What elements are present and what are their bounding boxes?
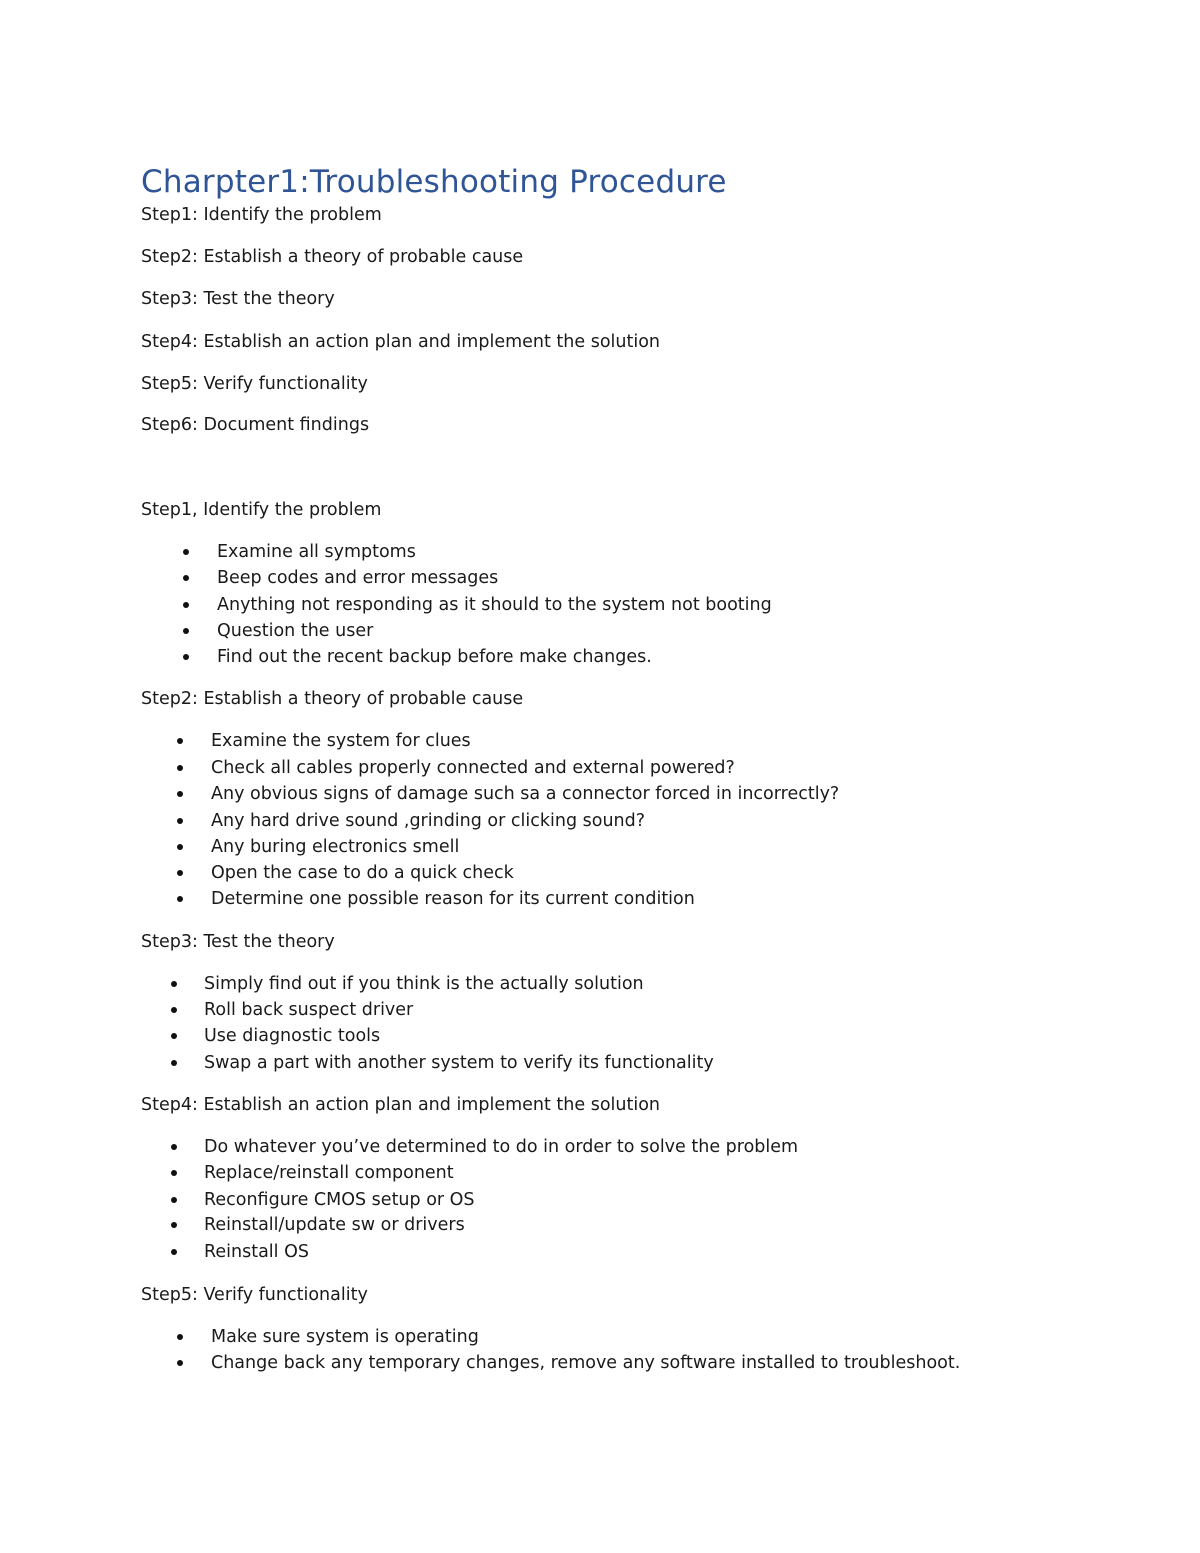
bullet-icon [177,1360,183,1366]
bullet-icon [177,791,183,797]
bullet-icon [171,1222,177,1228]
list-item: Reconfigure CMOS setup or OS [204,1190,475,1210]
summary-step: Step5: Verify functionality [141,374,368,394]
section-heading: Step3: Test the theory [141,932,335,952]
summary-step: Step6: Document findings [141,415,370,435]
list-item: Simply find out if you think is the actually solution [204,974,644,994]
list-item: Roll back suspect driver [204,1000,414,1020]
section-heading: Step2: Establish a theory of probable cause [141,689,524,709]
list-item: Do whatever you’ve determined to do in order to solve the problem [204,1137,799,1157]
bullet-icon [171,1197,177,1203]
bullet-icon [177,896,183,902]
list-item: Question the user [217,621,374,641]
summary-step: Step3: Test the theory [141,289,335,309]
bullet-icon [171,1033,177,1039]
bullet-icon [177,1334,183,1340]
bullet-icon [171,981,177,987]
list-item: Reinstall OS [204,1242,309,1262]
section-heading: Step4: Establish an action plan and implement the solution [141,1095,661,1115]
bullet-icon [183,549,189,555]
summary-step: Step2: Establish a theory of probable cause [141,247,524,267]
bullet-icon [183,628,189,634]
bullet-icon [177,818,183,824]
page-title: Charpter1:Troubleshooting Procedure [141,164,727,200]
bullet-icon [171,1060,177,1066]
list-item: Find out the recent backup before make changes. [217,647,652,667]
list-item: Anything not responding as it should to the system not booting [217,595,772,615]
bullet-icon [183,602,189,608]
bullet-icon [171,1007,177,1013]
bullet-icon [177,738,183,744]
list-item: Replace/reinstall component [204,1163,454,1183]
summary-step: Step1: Identify the problem [141,205,382,225]
list-item: Determine one possible reason for its current condition [211,889,695,909]
list-item: Open the case to do a quick check [211,863,514,883]
bullet-icon [183,654,189,660]
list-item: Reinstall/update sw or drivers [204,1215,465,1235]
list-item: Beep codes and error messages [217,568,499,588]
bullet-icon [177,844,183,850]
list-item: Change back any temporary changes, remove any software installed to troubleshoot. [211,1353,961,1373]
section-heading: Step5: Verify functionality [141,1285,368,1305]
list-item: Swap a part with another system to verify its functionality [204,1053,714,1073]
list-item: Examine all symptoms [217,542,416,562]
section-heading: Step1, Identify the problem [141,500,382,520]
bullet-icon [171,1249,177,1255]
list-item: Use diagnostic tools [204,1026,381,1046]
bullet-icon [171,1144,177,1150]
bullet-icon [171,1170,177,1176]
bullet-icon [183,575,189,581]
bullet-icon [177,765,183,771]
list-item: Check all cables properly connected and external powered? [211,758,735,778]
list-item: Any obvious signs of damage such sa a connector forced in incorrectly? [211,784,840,804]
list-item: Any hard drive sound ,grinding or clicking sound? [211,811,646,831]
bullet-icon [177,870,183,876]
summary-step: Step4: Establish an action plan and implement the solution [141,332,661,352]
list-item: Examine the system for clues [211,731,471,751]
list-item: Any buring electronics smell [211,837,460,857]
list-item: Make sure system is operating [211,1327,479,1347]
